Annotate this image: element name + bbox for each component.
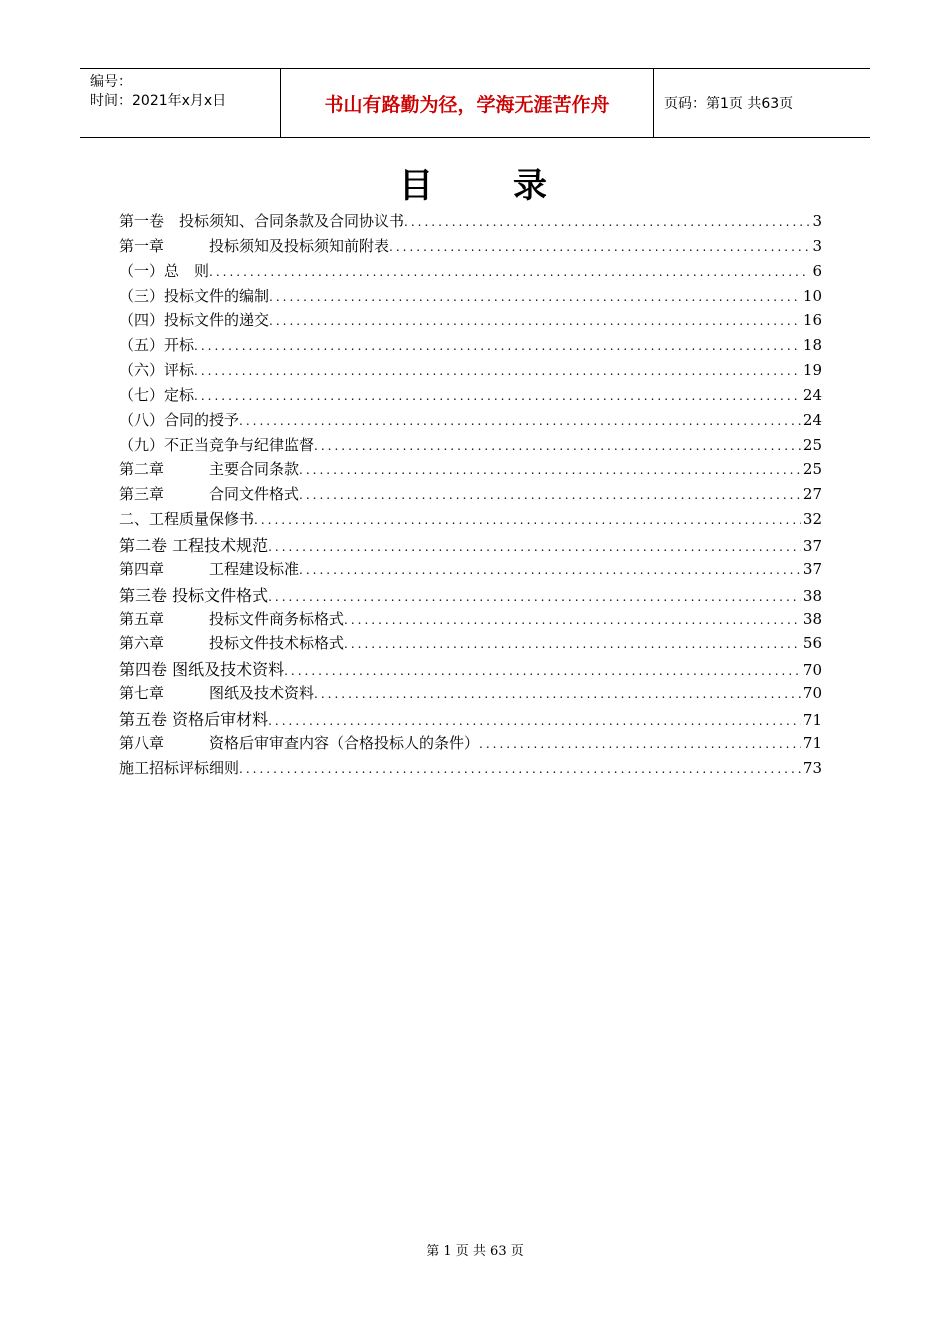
toc-entry-page: 25: [802, 435, 822, 454]
toc-entry[interactable]: [119, 757, 822, 782]
toc-entry[interactable]: [119, 359, 822, 384]
toc-entry[interactable]: [119, 608, 822, 633]
toc-entry-label: 第四卷 图纸及技术资料: [119, 660, 285, 680]
toc-entry-label: 第四章 工程建设标准: [119, 559, 300, 578]
toc-entry-page: 16: [802, 311, 822, 330]
toc-dot-leader: [404, 215, 810, 229]
page-footer: 第 1 页 共 63 页: [426, 1244, 524, 1259]
toc-entry-page: 24: [802, 385, 822, 404]
toc-entry[interactable]: [119, 632, 822, 657]
toc-dot-leader: [239, 762, 801, 776]
toc-entry[interactable]: [119, 707, 822, 732]
toc-entry[interactable]: [119, 309, 822, 334]
toc-entry-label: （六）评标: [119, 361, 195, 380]
toc-entry-page: 27: [802, 485, 822, 504]
header-motto: 书山有路勤为径，学海无涯苦作舟: [281, 69, 654, 137]
toc-entry-label: 第二卷 工程技术规范: [119, 535, 269, 555]
toc-entry-page: 71: [802, 733, 822, 752]
toc-dot-leader: [284, 664, 801, 678]
toc-entry-page: 37: [802, 559, 822, 578]
toc-entry-page: 24: [802, 410, 822, 429]
toc-entry-page: 70: [802, 684, 822, 703]
toc-entry[interactable]: [119, 334, 822, 359]
toc-entry-label: 第八章 资格后审审查内容（合格投标人的条件）: [119, 733, 480, 752]
toc-dot-leader: [314, 687, 801, 701]
toc-dot-leader: [239, 414, 801, 428]
toc-entry-label: （七）定标: [119, 385, 195, 404]
toc-entry[interactable]: [119, 533, 822, 558]
toc-entry-page: 38: [802, 586, 822, 605]
toc-entry-page: 3: [812, 212, 822, 230]
toc-entry-label: 第七章 图纸及技术资料: [119, 684, 315, 703]
toc-entry-label: 第二章 主要合同条款: [119, 460, 300, 479]
toc-entry-label: 第一卷 投标须知、合同条款及合同协议书: [119, 212, 405, 230]
toc-dot-leader: [268, 714, 801, 728]
toc-entry-page: 73: [802, 758, 822, 777]
toc-entry[interactable]: [119, 235, 822, 260]
toc-dot-leader: [314, 439, 801, 453]
toc-entry-page: 6: [812, 261, 822, 280]
toc-entry-page: 32: [802, 510, 822, 529]
document-number-label: 编号：: [90, 74, 132, 90]
toc-entry-page: 25: [802, 460, 822, 479]
toc-dot-leader: [299, 488, 801, 502]
toc-entry-label: 第一章 投标须知及投标须知前附表: [119, 236, 390, 255]
toc-dot-leader: [194, 389, 801, 403]
toc-entry[interactable]: [119, 732, 822, 757]
page-title: [0, 158, 950, 207]
toc-dot-leader: [344, 637, 801, 651]
toc-entry[interactable]: [119, 508, 822, 533]
toc-entry-label: 二、工程质量保修书: [119, 510, 255, 529]
toc-entry-label: 施工招标评标细则: [119, 758, 240, 777]
toc-entry-label: 第三卷 投标文件格式: [119, 585, 269, 605]
toc-entry-page: 70: [802, 661, 822, 680]
toc-dot-leader: [299, 463, 801, 477]
toc-entry[interactable]: [119, 483, 822, 508]
toc-entry-label: （一）总 则: [119, 261, 210, 280]
toc-dot-leader: [269, 314, 801, 328]
page-header: [80, 68, 870, 138]
toc-dot-leader: [209, 265, 810, 279]
document-time-label: 时间：2021年x月x日: [90, 93, 227, 109]
toc-entry-label: （三）投标文件的编制: [119, 286, 270, 305]
toc-entry[interactable]: [119, 434, 822, 459]
toc-entry-label: 第六章 投标文件技术标格式: [119, 634, 345, 653]
header-meta: [80, 69, 281, 137]
toc-dot-leader: [268, 540, 801, 554]
toc-entry-page: 10: [802, 286, 822, 305]
toc-entry-page: 18: [802, 336, 822, 355]
header-page-info: 页码：第1页 共63页: [664, 96, 794, 112]
toc-entry-page: 3: [812, 236, 822, 255]
toc-entry[interactable]: [119, 558, 822, 583]
page-title-text: 目 录: [399, 166, 551, 206]
toc-entry-page: 19: [802, 361, 822, 380]
toc-entry-label: （八）合同的授予: [119, 410, 240, 429]
toc-dot-leader: [344, 613, 801, 627]
toc-entry[interactable]: [119, 285, 822, 310]
toc-entry[interactable]: [119, 458, 822, 483]
toc-entry-label: （九）不正当竞争与纪律监督: [119, 435, 315, 454]
toc-dot-leader: [268, 590, 801, 604]
toc-dot-leader: [194, 364, 801, 378]
toc-dot-leader: [254, 513, 801, 527]
toc-entry[interactable]: [119, 260, 822, 285]
toc-entry-page: 56: [802, 634, 822, 653]
toc-entry-page: 37: [802, 536, 822, 555]
toc-dot-leader: [194, 339, 801, 353]
toc-dot-leader: [479, 737, 801, 751]
toc-dot-leader: [269, 290, 801, 304]
toc-entry[interactable]: [119, 210, 822, 235]
toc-entry[interactable]: [119, 583, 822, 608]
toc-entry-label: 第五卷 资格后审材料: [119, 709, 269, 729]
toc-entry-label: （四）投标文件的递交: [119, 311, 270, 330]
toc-entry[interactable]: [119, 657, 822, 682]
toc-entry-page: 38: [802, 609, 822, 628]
toc-dot-leader: [389, 240, 810, 254]
toc-entry[interactable]: [119, 409, 822, 434]
toc-entry-page: 71: [802, 710, 822, 729]
toc-entry-label: 第五章 投标文件商务标格式: [119, 609, 345, 628]
toc-dot-leader: [299, 563, 801, 577]
table-of-contents: [119, 210, 822, 781]
toc-entry-label: （五）开标: [119, 336, 195, 355]
toc-entry[interactable]: [119, 384, 822, 409]
toc-entry-label: 第三章 合同文件格式: [119, 485, 300, 504]
toc-entry[interactable]: [119, 682, 822, 707]
